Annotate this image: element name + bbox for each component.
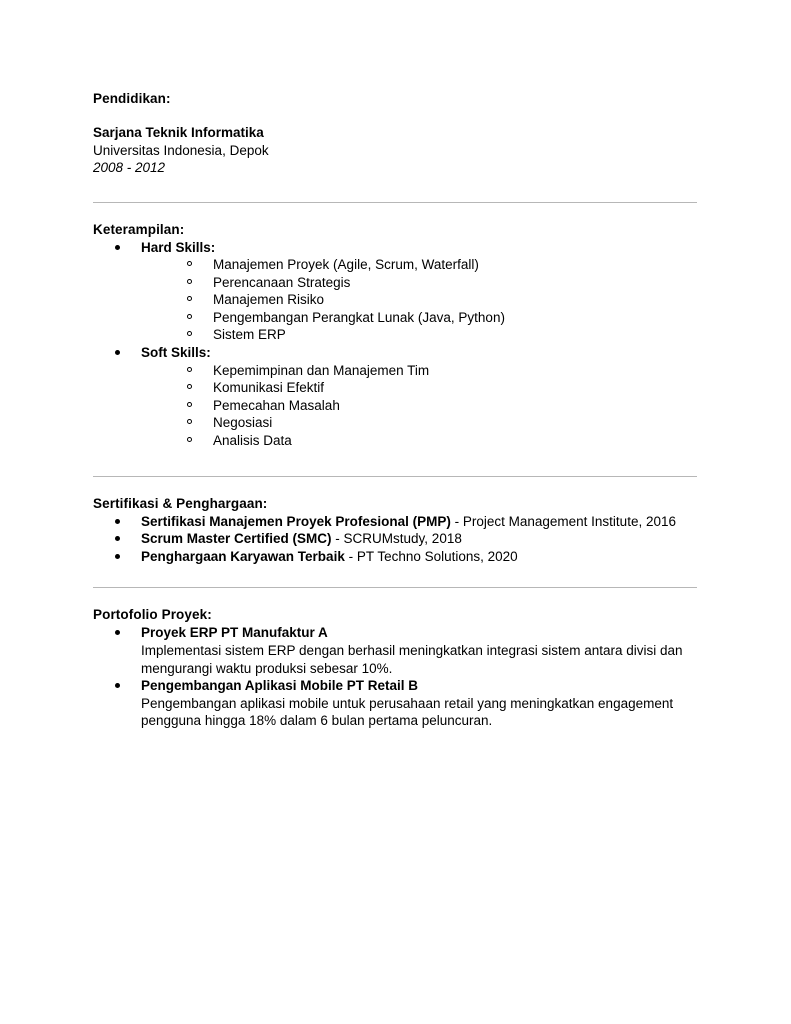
list-item (141, 548, 698, 566)
project-title: Pengembangan Aplikasi Mobile PT Retail B (141, 678, 419, 694)
project-title: Proyek ERP PT Manufaktur A (141, 625, 328, 641)
disc-bullet-icon (115, 536, 120, 541)
disc-bullet-icon (115, 554, 120, 559)
disc-bullet-icon (115, 683, 120, 688)
disc-bullet-icon (115, 245, 120, 250)
circle-bullet-icon (187, 261, 192, 266)
education-degree: Sarjana Teknik Informatika (93, 125, 264, 140)
disc-bullet-icon (115, 519, 120, 524)
circle-bullet-icon (187, 296, 192, 301)
list-item (141, 624, 698, 677)
list-item (213, 256, 698, 274)
certifications-list (93, 513, 698, 566)
education-entry (93, 124, 698, 177)
skills-group-list (93, 239, 698, 450)
document-content (93, 90, 698, 730)
soft-skills-list (141, 362, 698, 450)
skills-group-label: Hard Skills: (141, 239, 216, 255)
skill-label: Kepemimpinan dan Manajemen Tim (213, 362, 430, 378)
skill-label: Manajemen Proyek (Agile, Scrum, Waterfall) (213, 257, 479, 273)
skills-group-hard (141, 239, 698, 345)
portfolio-section (93, 606, 698, 730)
list-item (213, 309, 698, 327)
skill-label: Negosiasi (213, 415, 273, 431)
certifications-section (93, 495, 698, 566)
list-item (213, 291, 698, 309)
skill-label: Pemecahan Masalah (213, 397, 340, 413)
certification-detail: - Project Management Institute, 2016 (450, 513, 676, 529)
education-section (93, 90, 698, 177)
skill-label: Komunikasi Efektif (213, 380, 325, 396)
circle-bullet-icon (187, 279, 192, 284)
project-description: Pengembangan aplikasi mobile untuk perusahaan retail yang meningkatkan engagement pengguna hingga 18% dalam 6 bulan pertama peluncuran. (141, 695, 674, 729)
list-item (141, 513, 698, 531)
list-item (141, 530, 698, 548)
circle-bullet-icon (187, 419, 192, 424)
circle-bullet-icon (187, 402, 192, 407)
skill-label: Manajemen Risiko (213, 292, 325, 308)
list-item (141, 677, 698, 730)
list-item (213, 379, 698, 397)
skills-group-label: Soft Skills: (141, 345, 211, 361)
skill-label: Analisis Data (213, 433, 292, 449)
portfolio-heading: Portofolio Proyek: (93, 607, 212, 623)
education-school: Universitas Indonesia, Depok (93, 142, 269, 158)
skills-group-soft (141, 344, 698, 450)
portfolio-list (93, 624, 698, 730)
circle-bullet-icon (187, 367, 192, 372)
skills-section (93, 221, 698, 450)
circle-bullet-icon (187, 314, 192, 319)
list-item (213, 362, 698, 380)
education-heading: Pendidikan: (93, 91, 171, 106)
project-description: Implementasi sistem ERP dengan berhasil meningkatkan integrasi sistem antara divisi dan mengurangi waktu produksi sebesar 10%. (141, 643, 683, 676)
disc-bullet-icon (115, 630, 120, 635)
certification-title: Penghargaan Karyawan Terbaik (141, 548, 345, 564)
skill-label: Perencanaan Strategis (213, 274, 351, 290)
skills-heading: Keterampilan: (93, 221, 185, 237)
certifications-heading: Sertifikasi & Penghargaan: (93, 495, 268, 511)
certification-title: Sertifikasi Manajemen Proyek Profesional (PMP) (141, 513, 451, 529)
skill-label: Pengembangan Perangkat Lunak (Java, Python) (213, 309, 505, 325)
hard-skills-list (141, 256, 698, 344)
list-item (213, 432, 698, 450)
certification-title: Scrum Master Certified (SMC) (141, 531, 332, 547)
circle-bullet-icon (187, 331, 192, 336)
certification-detail: - PT Techno Solutions, 2020 (344, 548, 518, 564)
education-years: 2008 - 2012 (93, 160, 166, 175)
list-item (213, 397, 698, 415)
list-item (213, 414, 698, 432)
circle-bullet-icon (187, 437, 192, 442)
list-item (213, 326, 698, 344)
list-item (213, 274, 698, 292)
certification-detail: - SCRUMstudy, 2018 (331, 531, 462, 547)
circle-bullet-icon (187, 384, 192, 389)
skill-label: Sistem ERP (213, 327, 286, 343)
disc-bullet-icon (115, 350, 120, 355)
